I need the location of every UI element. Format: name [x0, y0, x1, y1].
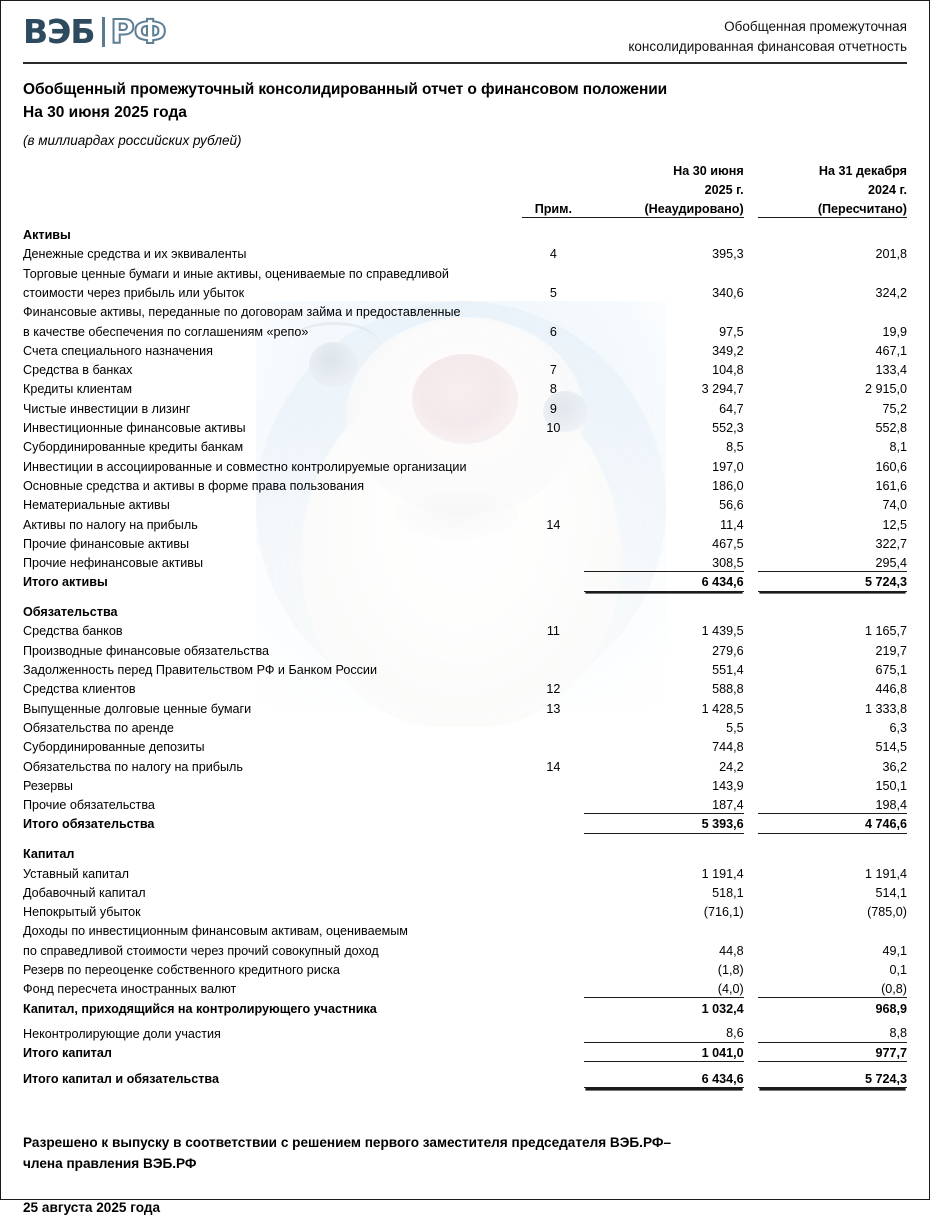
- table-row: [23, 698, 907, 717]
- row-label: Фонд пересчета иностранных валют: [23, 982, 237, 997]
- report-date-title: На 30 июня 2025 года: [23, 104, 187, 122]
- row-note: 4: [549, 247, 557, 262]
- row-value-col1: 744,8: [712, 740, 744, 755]
- row-value-col1: 279,6: [712, 643, 744, 658]
- table-row: [23, 1023, 907, 1042]
- row-note: [522, 533, 584, 552]
- row-value-col1: [584, 921, 743, 940]
- row-label: Прочие обязательства: [23, 798, 155, 813]
- row-value-col1: 349,2: [712, 343, 744, 358]
- row-note: [522, 302, 584, 321]
- row-label: Субординированные кредиты банкам: [23, 440, 244, 455]
- spacer-cell: [23, 160, 522, 179]
- spacer-cell: [522, 160, 584, 179]
- row-note: 12: [546, 682, 561, 697]
- total-row-equity-and-liabilities: [23, 1068, 907, 1087]
- row-value-col1: 308,5: [584, 552, 743, 571]
- row-value-col1: 8,6: [584, 1023, 743, 1042]
- row-label: Обязательства по налогу на прибыль: [23, 759, 243, 774]
- row-label: в качестве обеспечения по соглашениям «репо»: [23, 324, 309, 339]
- table-row: [23, 475, 907, 494]
- row-note: 8: [549, 382, 557, 397]
- total-label: Итого капитал и обязательства: [23, 1072, 220, 1087]
- row-value-col2: 161,6: [875, 478, 907, 493]
- section-header-assets: [23, 224, 907, 243]
- total-note: [522, 572, 584, 591]
- row-value-col2: (0,8): [758, 979, 907, 998]
- column-header-row-1: [23, 160, 907, 179]
- header-report-type: [628, 13, 907, 56]
- row-label: Обязательства по аренде: [23, 720, 174, 735]
- row-value-col1: 1 439,5: [701, 624, 744, 639]
- column-gap: [744, 199, 758, 218]
- row-value-col2: 2 915,0: [864, 382, 907, 397]
- row-value-col2: 295,4: [758, 552, 907, 571]
- row-note: [522, 1023, 584, 1042]
- row-value-col2: 75,2: [882, 401, 907, 416]
- row-value-col2: (785,0): [867, 905, 907, 920]
- row-label: Неконтролирующие доли участия: [23, 1026, 221, 1041]
- table-row: [23, 640, 907, 659]
- row-value-col2: 219,7: [875, 643, 907, 658]
- subtotal-note: [522, 998, 584, 1017]
- row-label: Кредиты клиентам: [23, 382, 133, 397]
- table-row: [23, 756, 907, 775]
- total-label: Итого капитал: [23, 1046, 112, 1061]
- row-value-col2: 12,5: [882, 517, 907, 532]
- empty-value: [584, 224, 743, 243]
- row-value-col2: 1 191,4: [864, 866, 907, 881]
- row-value-col1: 97,5: [719, 324, 744, 339]
- row-label: Прочие финансовые активы: [23, 536, 190, 551]
- row-value-col1: 44,8: [719, 943, 744, 958]
- row-value-col2: 150,1: [875, 778, 907, 793]
- row-label: Основные средства и активы в форме права пользования: [23, 478, 365, 493]
- approval-statement: [23, 1132, 907, 1174]
- table-row: [23, 979, 907, 998]
- total-note: [522, 1043, 584, 1062]
- approval-line-2: члена правления ВЭБ.РФ: [23, 1156, 197, 1172]
- header-line-2: консолидированная финансовая отчетность: [628, 38, 907, 54]
- row-note: 9: [549, 401, 557, 416]
- empty-note: [522, 224, 584, 243]
- subtotal-value-col1: 1 032,4: [701, 1001, 744, 1016]
- row-note: [522, 775, 584, 794]
- row-note: [522, 940, 584, 959]
- row-value-col1: 551,4: [712, 663, 744, 678]
- row-value-col1: 340,6: [712, 285, 744, 300]
- empty-value: [758, 844, 907, 863]
- row-note: [522, 437, 584, 456]
- table-row: [23, 437, 907, 456]
- row-note: 10: [546, 421, 561, 436]
- table-row: [23, 417, 907, 436]
- total-note: [522, 1068, 584, 1087]
- table-row: [23, 737, 907, 756]
- row-value-col1: 187,4: [584, 794, 743, 813]
- note-column-header: Прим.: [522, 199, 584, 218]
- row-note: [522, 863, 584, 882]
- row-value-col2: 514,5: [875, 740, 907, 755]
- total-row-liabilities: [23, 814, 907, 833]
- table-row: [23, 717, 907, 736]
- table-row: [23, 379, 907, 398]
- spacer-cell: [23, 179, 522, 198]
- row-label: Резерв по переоценке собственного кредитного риска: [23, 963, 340, 978]
- logo-text-main: ВЭБ: [23, 12, 95, 51]
- row-value-col2: 467,1: [875, 343, 907, 358]
- table-row: [23, 921, 907, 940]
- col2-header-line2: 2024 г.: [868, 182, 907, 197]
- table-row: [23, 621, 907, 640]
- row-label: Резервы: [23, 778, 73, 793]
- row-label: Субординированные депозиты: [23, 740, 205, 755]
- row-value-col2: 49,1: [882, 943, 907, 958]
- row-value-col2: [758, 263, 907, 282]
- row-note: 6: [549, 324, 557, 339]
- col2-header-line1: На 31 декабря: [818, 163, 907, 178]
- document-footer: [1, 1132, 929, 1215]
- table-row: [23, 775, 907, 794]
- row-value-col2: 198,4: [758, 794, 907, 813]
- row-value-col1: 3 294,7: [701, 382, 744, 397]
- row-note: [522, 263, 584, 282]
- table-row: [23, 659, 907, 678]
- row-value-col1: 1 191,4: [701, 866, 744, 881]
- row-value-col1: 56,6: [719, 498, 744, 513]
- table-row: [23, 263, 907, 282]
- table-row: [23, 901, 907, 920]
- veb-rf-logo: [23, 12, 166, 51]
- row-label: Средства клиентов: [23, 682, 136, 697]
- row-label: Выпущенные долговые ценные бумаги: [23, 701, 252, 716]
- empty-value: [584, 602, 743, 621]
- empty-note: [522, 602, 584, 621]
- row-value-col2: 133,4: [875, 363, 907, 378]
- column-gap: [744, 160, 758, 179]
- total-value-col1: 1 041,0: [584, 1043, 743, 1062]
- total-row-equity: [23, 1043, 907, 1062]
- row-note: [522, 640, 584, 659]
- column-header-row-3: [23, 199, 907, 218]
- spacer-row: [23, 833, 907, 844]
- page-title: Обобщенный промежуточный консолидированный отчет о финансовом положении: [23, 81, 668, 99]
- row-label: Счета специального назначения: [23, 343, 213, 358]
- section-header-equity: [23, 844, 907, 863]
- section-label: Обязательства: [23, 605, 118, 620]
- section-header-liabilities: [23, 602, 907, 621]
- row-label: Средства банков: [23, 624, 123, 639]
- financial-statement-table-wrapper: [1, 160, 929, 1088]
- row-value-col1: 467,5: [712, 536, 744, 551]
- report-title-block: [1, 64, 929, 148]
- row-label: Доходы по инвестиционным финансовым активам, оцениваемым: [23, 924, 408, 939]
- table-row: [23, 340, 907, 359]
- row-value-col2: [758, 302, 907, 321]
- row-label: Задолженность перед Правительством РФ и Банком России: [23, 663, 378, 678]
- total-row-assets: [23, 572, 907, 591]
- empty-value: [758, 224, 907, 243]
- header-line-1: Обобщенная промежуточная: [724, 19, 907, 34]
- row-label: Финансовые активы, переданные по договорам займа и предоставленные: [23, 305, 461, 320]
- subtotal-row-equity-parent: [23, 998, 907, 1017]
- row-note: [522, 340, 584, 359]
- row-value-col2: 74,0: [882, 498, 907, 513]
- table-row: [23, 794, 907, 813]
- table-row: [23, 495, 907, 514]
- table-row: [23, 940, 907, 959]
- row-value-col1: 395,3: [712, 247, 744, 262]
- row-value-col2: 19,9: [882, 324, 907, 339]
- financial-statement-table: [23, 160, 907, 1088]
- table-row: [23, 514, 907, 533]
- row-value-col1: 8,5: [726, 440, 744, 455]
- table-row: [23, 882, 907, 901]
- row-label: Активы по налогу на прибыль: [23, 517, 198, 532]
- document-header: [1, 1, 929, 56]
- row-value-col2: 0,1: [889, 963, 907, 978]
- row-value-col1: 24,2: [719, 759, 744, 774]
- subtotal-label: Капитал, приходящийся на контролирующего участника: [23, 1001, 377, 1016]
- row-label: Инвестиции в ассоциированные и совместно контролируемые организации: [23, 459, 467, 474]
- spacer-cell: [23, 199, 522, 218]
- row-value-col2: 514,1: [875, 885, 907, 900]
- total-note: [522, 814, 584, 833]
- row-value-col2: 324,2: [875, 285, 907, 300]
- total-value-col1: 6 434,6: [584, 1068, 743, 1087]
- row-label: Производные финансовые обязательства: [23, 643, 270, 658]
- table-row: [23, 244, 907, 263]
- row-label: Инвестиционные финансовые активы: [23, 421, 246, 436]
- row-value-col2: 322,7: [875, 536, 907, 551]
- total-value-col2: 4 746,6: [758, 814, 907, 833]
- total-label: Итого активы: [23, 575, 108, 590]
- row-value-col2: 36,2: [882, 759, 907, 774]
- row-value-col2: 160,6: [875, 459, 907, 474]
- row-value-col1: 64,7: [719, 401, 744, 416]
- row-note: [522, 882, 584, 901]
- row-note: [522, 552, 584, 571]
- table-row: [23, 359, 907, 378]
- row-note: [522, 495, 584, 514]
- row-value-col1: [584, 302, 743, 321]
- row-label: Чистые инвестиции в лизинг: [23, 401, 191, 416]
- column-gap: [744, 179, 758, 198]
- row-value-col1: 552,3: [712, 421, 744, 436]
- spacer-cell: [522, 179, 584, 198]
- row-value-col2: 6,3: [889, 720, 907, 735]
- table-row: [23, 398, 907, 417]
- row-note: [522, 921, 584, 940]
- empty-note: [522, 844, 584, 863]
- row-value-col1: (716,1): [703, 905, 744, 920]
- col1-header-line3: (Неаудировано): [584, 199, 743, 218]
- row-value-col2: 201,8: [875, 247, 907, 262]
- row-note: [522, 979, 584, 998]
- row-label: стоимости через прибыль или убыток: [23, 285, 245, 300]
- section-label: Капитал: [23, 847, 75, 862]
- row-note: [522, 959, 584, 978]
- approval-date: 25 августа 2025 года: [23, 1200, 161, 1215]
- logo-text-outline: РФ: [110, 12, 166, 51]
- row-value-col2: 1 333,8: [864, 701, 907, 716]
- row-label: Денежные средства и их эквиваленты: [23, 247, 247, 262]
- row-value-col1: 1 428,5: [701, 701, 744, 716]
- empty-value: [584, 844, 743, 863]
- total-value-col2: 5 724,3: [758, 1068, 907, 1087]
- table-row: [23, 552, 907, 571]
- row-label: Уставный капитал: [23, 866, 129, 881]
- table-row: [23, 959, 907, 978]
- section-label: Активы: [23, 228, 71, 243]
- row-value-col2: 1 165,7: [864, 624, 907, 639]
- row-value-col1: 588,8: [712, 682, 744, 697]
- row-value-col2: 675,1: [875, 663, 907, 678]
- row-value-col1: 11,4: [720, 517, 744, 532]
- row-note: [522, 717, 584, 736]
- row-label: по справедливой стоимости через прочий совокупный доход: [23, 943, 379, 958]
- row-value-col1: 197,0: [712, 459, 744, 474]
- row-value-col1: [584, 263, 743, 282]
- col1-header-line2: 2025 г.: [704, 182, 744, 197]
- row-note: [522, 475, 584, 494]
- table-row: [23, 321, 907, 340]
- row-label: Непокрытый убыток: [23, 905, 141, 920]
- row-note: 7: [549, 363, 557, 378]
- logo-divider-icon: [102, 17, 105, 47]
- column-header-row-2: [23, 179, 907, 198]
- table-row: [23, 302, 907, 321]
- row-value-col1: 5,5: [726, 720, 744, 735]
- report-units: (в миллиардах российских рублей): [23, 132, 242, 148]
- row-label: Нематериальные активы: [23, 498, 170, 513]
- total-label: Итого обязательства: [23, 817, 155, 832]
- row-note: [522, 794, 584, 813]
- row-value-col1: 143,9: [712, 778, 744, 793]
- row-value-col1: 104,8: [712, 363, 744, 378]
- spacer-row: [23, 591, 907, 602]
- row-note: 13: [546, 701, 561, 716]
- table-row: [23, 456, 907, 475]
- table-row: [23, 679, 907, 698]
- table-row: [23, 863, 907, 882]
- approval-line-1: Разрешено к выпуску в соответствии с решением первого заместителя председателя ВЭБ.РФ–: [23, 1135, 671, 1151]
- row-note: 11: [546, 624, 560, 639]
- row-label: Добавочный капитал: [23, 885, 146, 900]
- total-value-col2: 5 724,3: [758, 572, 907, 591]
- subtotal-value-col2: 968,9: [875, 1001, 907, 1016]
- row-value-col2: 552,8: [875, 421, 907, 436]
- total-value-col1: 5 393,6: [584, 814, 743, 833]
- row-value-col2: 8,1: [889, 440, 907, 455]
- row-value-col2: 446,8: [875, 682, 907, 697]
- row-note: [522, 659, 584, 678]
- row-value-col1: (1,8): [717, 963, 744, 978]
- row-value-col1: 518,1: [712, 885, 744, 900]
- total-value-col2: 977,7: [758, 1043, 907, 1062]
- row-value-col2: [758, 921, 907, 940]
- row-note: [522, 456, 584, 475]
- row-value-col1: 186,0: [712, 478, 744, 493]
- col1-header-line1: На 30 июня: [673, 163, 744, 178]
- table-row: [23, 533, 907, 552]
- row-note: 14: [546, 759, 561, 774]
- row-note: 14: [546, 517, 561, 532]
- row-value-col1: (4,0): [584, 979, 743, 998]
- row-value-col2: 8,8: [758, 1023, 907, 1042]
- empty-value: [758, 602, 907, 621]
- col2-header-line3: (Пересчитано): [758, 199, 907, 218]
- row-note: [522, 901, 584, 920]
- total-value-col1: 6 434,6: [584, 572, 743, 591]
- row-note: 5: [549, 285, 557, 300]
- row-label: Торговые ценные бумаги и иные активы, оцениваемые по справедливой: [23, 266, 449, 281]
- row-note: [522, 737, 584, 756]
- row-label: Средства в банках: [23, 363, 133, 378]
- table-row: [23, 282, 907, 301]
- row-label: Прочие нефинансовые активы: [23, 556, 204, 571]
